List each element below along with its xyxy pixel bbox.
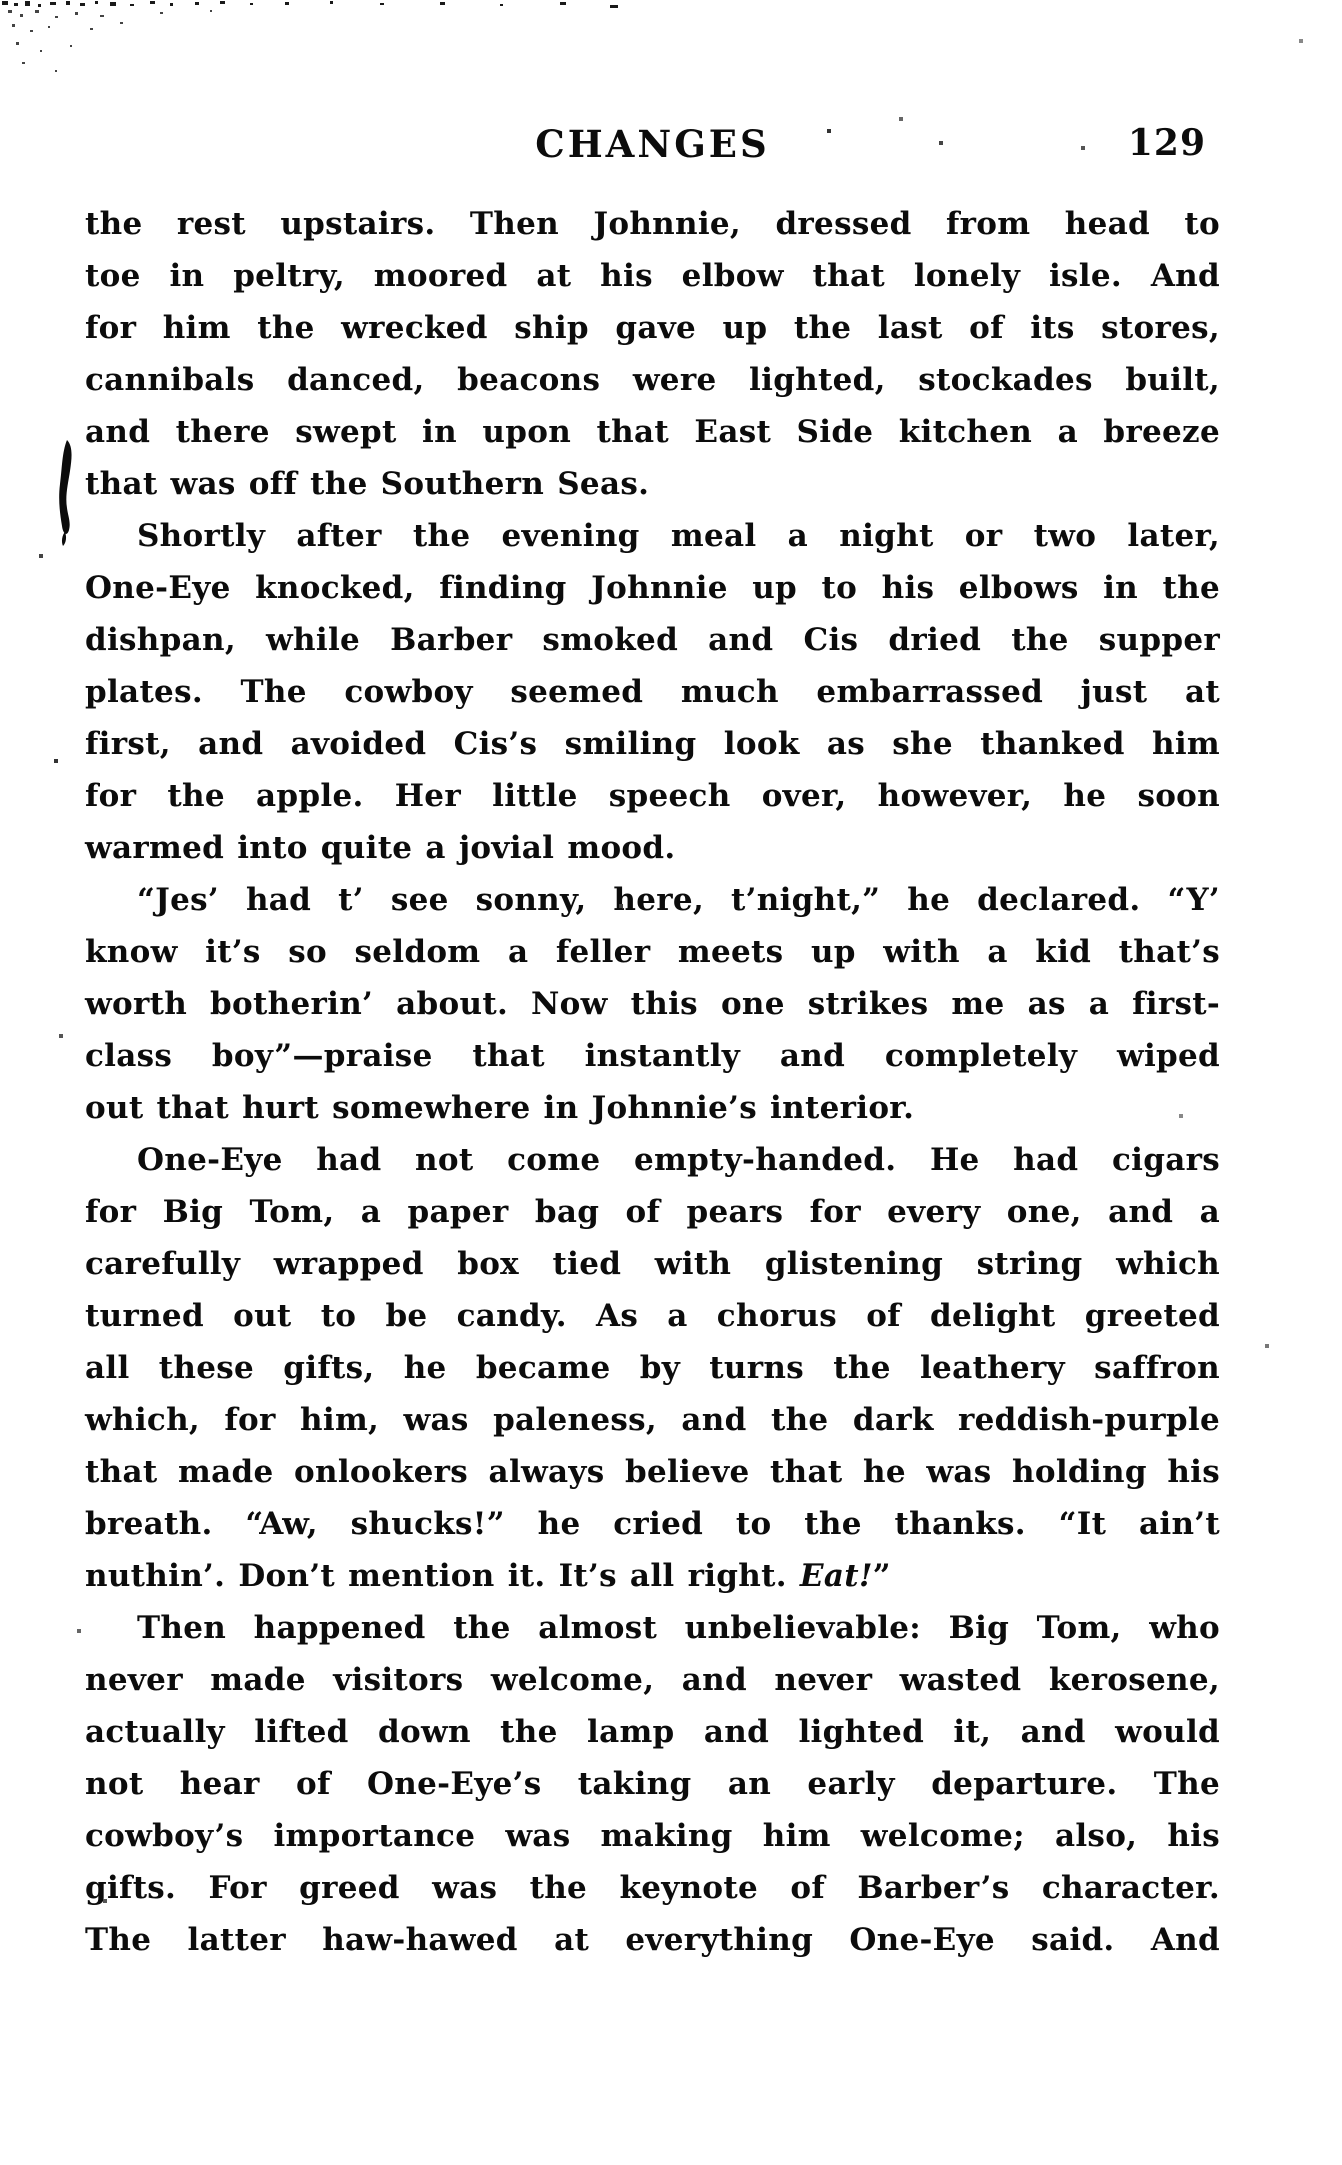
italic-text: Eat! bbox=[799, 1558, 873, 1594]
text-line: The latter haw-hawed at everything One-Eye said. And bbox=[85, 1922, 1220, 1958]
text-line: actually lifted down the lamp and lighted it, and would bbox=[85, 1714, 1220, 1750]
text-line: gifts. For greed was the keynote of Barber’s character. bbox=[85, 1870, 1220, 1906]
text-line: Then happened the almost unbelievable: Big Tom, who bbox=[137, 1610, 1220, 1646]
text-line: not hear of One-Eye’s taking an early departure. The bbox=[85, 1766, 1220, 1802]
text-line: cowboy’s importance was making him welcome; also, his bbox=[85, 1818, 1220, 1854]
ink-mark bbox=[50, 438, 86, 548]
text-line: worth botherin’ about. Now this one strikes me as a first- bbox=[85, 986, 1220, 1022]
text-line: for the apple. Her little speech over, however, he soon bbox=[85, 778, 1220, 814]
text-line: that was off the Southern Seas. bbox=[85, 466, 650, 502]
text-line: all these gifts, he became by turns the leathery saffron bbox=[85, 1350, 1220, 1386]
text-line: class boy”—praise that instantly and completely wiped bbox=[85, 1038, 1220, 1074]
page-number: 129 bbox=[1127, 122, 1206, 164]
text-line: toe in peltry, moored at his elbow that lonely isle. And bbox=[85, 258, 1220, 294]
text-line: out that hurt somewhere in Johnnie’s interior. bbox=[85, 1090, 915, 1126]
text-line: that made onlookers always believe that he was holding his bbox=[85, 1454, 1220, 1490]
text-line: which, for him, was paleness, and the dark reddish-purple bbox=[85, 1402, 1220, 1438]
text-line: Shortly after the evening meal a night or two later, bbox=[137, 518, 1220, 554]
text-line: “Jes’ had t’ see sonny, here, t’night,” he declared. “Y’ bbox=[137, 882, 1220, 918]
text-line: for Big Tom, a paper bag of pears for every one, and a bbox=[85, 1194, 1220, 1230]
running-head bbox=[85, 122, 1220, 170]
text-line: carefully wrapped box tied with glistening string which bbox=[85, 1246, 1220, 1282]
text-line: first, and avoided Cis’s smiling look as she thanked him bbox=[85, 726, 1220, 762]
text-segment: ” bbox=[872, 1558, 891, 1594]
text-block bbox=[85, 198, 1220, 1966]
text-line: breath. “Aw, shucks!” he cried to the thanks. “It ain’t bbox=[85, 1506, 1220, 1542]
text-segment: nuthin’. Don’t mention it. It’s all right. bbox=[85, 1558, 800, 1594]
text-line: One-Eye knocked, finding Johnnie up to his elbows in the bbox=[85, 570, 1220, 606]
text-line: for him the wrecked ship gave up the last of its stores, bbox=[85, 310, 1220, 346]
text-line bbox=[85, 1550, 1220, 1602]
text-line: know it’s so seldom a feller meets up with a kid that’s bbox=[85, 934, 1220, 970]
text-line: cannibals danced, beacons were lighted, stockades built, bbox=[85, 362, 1220, 398]
text-line: One-Eye had not come empty-handed. He had cigars bbox=[137, 1142, 1220, 1178]
scan-noise bbox=[0, 0, 700, 90]
text-line: plates. The cowboy seemed much embarrassed just at bbox=[85, 674, 1220, 710]
text-line: the rest upstairs. Then Johnnie, dressed from head to bbox=[85, 206, 1220, 242]
text-line: dishpan, while Barber smoked and Cis dried the supper bbox=[85, 622, 1220, 658]
text-line: and there swept in upon that East Side kitchen a breeze bbox=[85, 414, 1220, 450]
text-line: never made visitors welcome, and never wasted kerosene, bbox=[85, 1662, 1220, 1698]
text-line: turned out to be candy. As a chorus of delight greeted bbox=[85, 1298, 1220, 1334]
scan-speckles bbox=[0, 0, 2, 2]
text-line: warmed into quite a jovial mood. bbox=[85, 830, 676, 866]
chapter-title: CHANGES bbox=[535, 122, 770, 166]
